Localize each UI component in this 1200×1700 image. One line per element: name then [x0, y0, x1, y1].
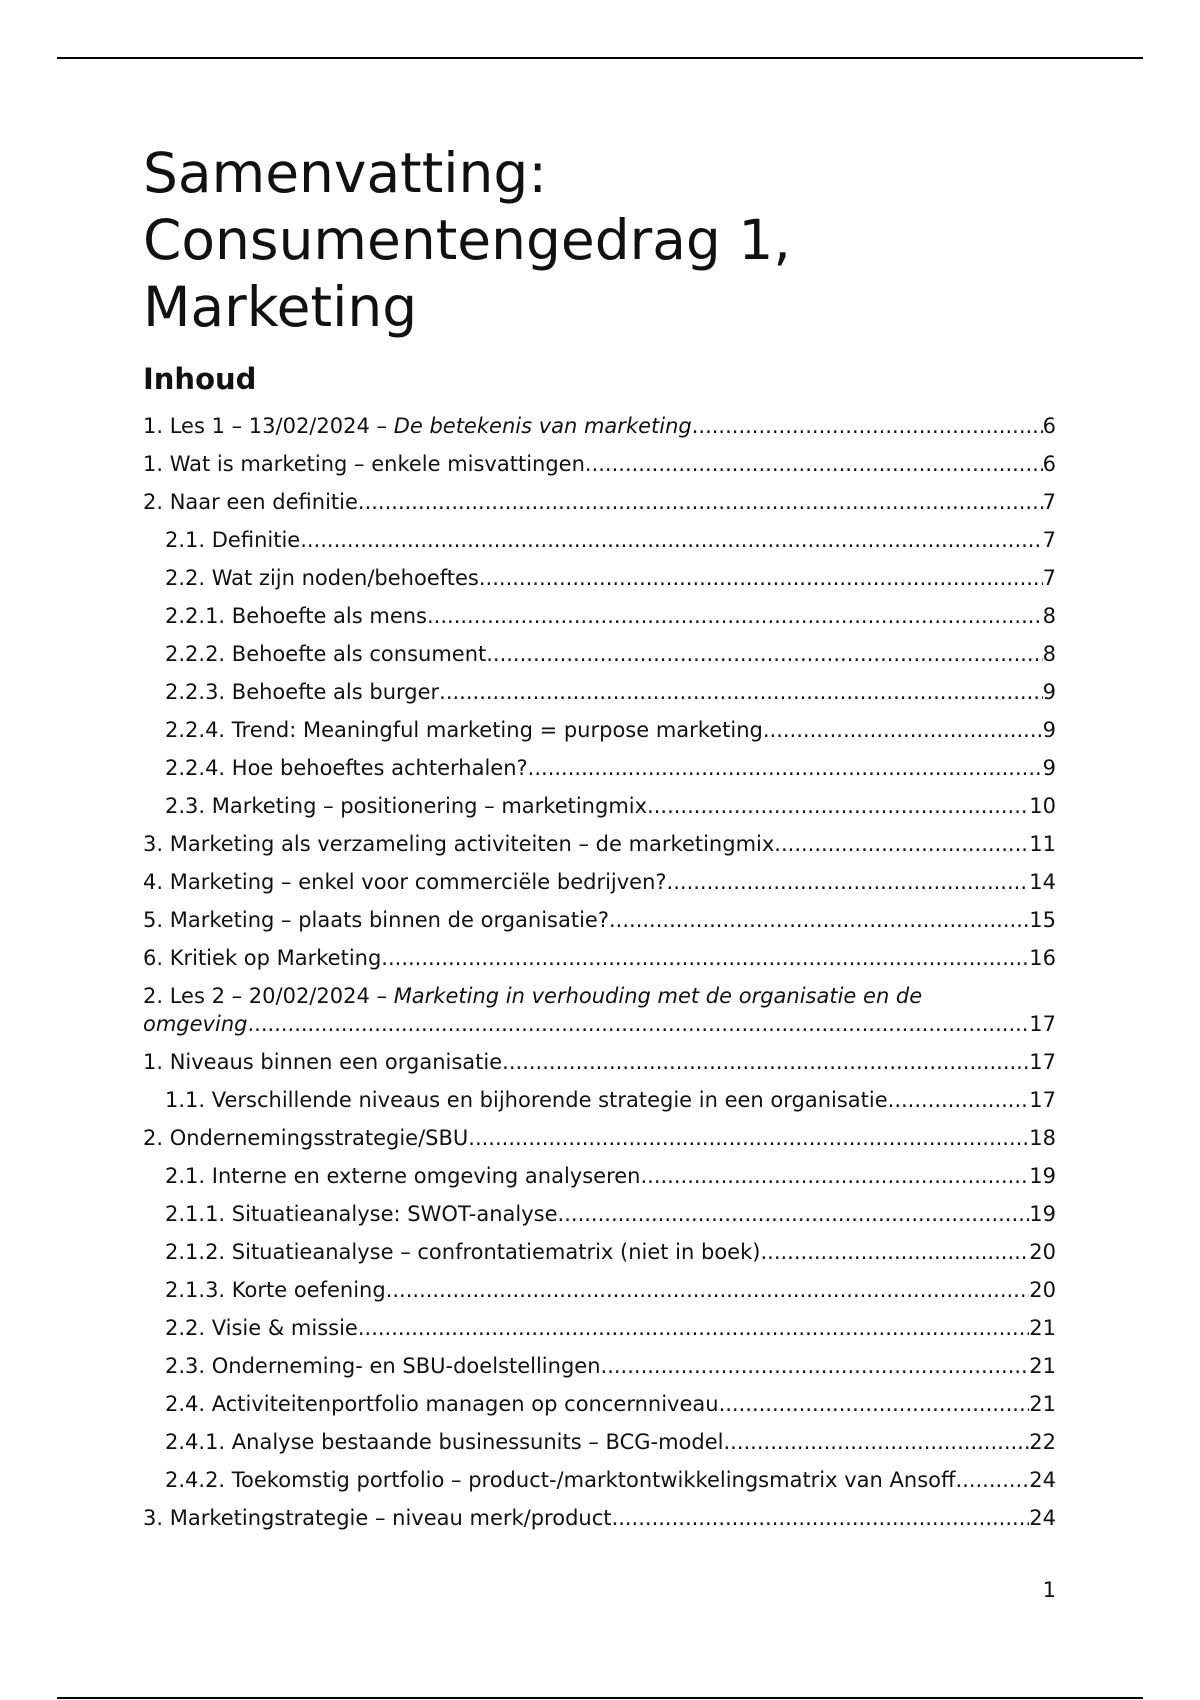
toc-entry[interactable]: 2.2.2. Behoefte als consument ..... 8: [165, 640, 1056, 668]
toc-entry[interactable]: 2.4.1. Analyse bestaande businessunits – BCG-model ..... 22: [165, 1428, 1056, 1456]
toc-entry[interactable]: 1. Les 1 – 13/02/2024 – De betekenis van marketing ..... 6: [143, 412, 1056, 440]
toc-entry[interactable]: 2. Ondernemingsstrategie/SBU ..... 18: [143, 1124, 1056, 1152]
toc-entry[interactable]: 2.4.2. Toekomstig portfolio – product-/marktontwikkelingsmatrix van Ansoff ..... 24: [165, 1466, 1056, 1494]
toc-entry[interactable]: 3. Marketingstrategie – niveau merk/product ..... 24: [143, 1504, 1056, 1532]
toc-entry[interactable]: 2.1.3. Korte oefening ..... 20: [165, 1276, 1056, 1304]
toc-entry[interactable]: 4. Marketing – enkel voor commerciële bedrijven? ..... 14: [143, 868, 1056, 896]
document-title: [143, 140, 1056, 341]
toc-entry[interactable]: 2.3. Marketing – positionering – marketingmix ..... 10: [165, 792, 1056, 820]
toc-entry[interactable]: 1. Wat is marketing – enkele misvattingen ..... 6: [143, 450, 1056, 478]
top-rule: [57, 57, 1143, 59]
toc-entry[interactable]: 2.1. Interne en externe omgeving analyseren ..... 19: [165, 1162, 1056, 1190]
title-line-2: Consumentengedrag 1,: [143, 208, 791, 272]
title-line-1: Samenvatting:: [143, 141, 547, 205]
toc-entry[interactable]: 2. Les 2 – 20/02/2024 – Marketing in verhouding met de organisatie en de omgeving ..... 17: [143, 982, 1056, 1038]
toc-entry[interactable]: 2.2.4. Trend: Meaningful marketing = purpose marketing ..... 9: [165, 716, 1056, 744]
toc-entry[interactable]: 2.2.1. Behoefte als mens ..... 8: [165, 602, 1056, 630]
toc-entry[interactable]: 5. Marketing – plaats binnen de organisatie? ..... 15: [143, 906, 1056, 934]
page-content: [143, 140, 1056, 1530]
toc-entry[interactable]: 2.1. Definitie ..... 7: [165, 526, 1056, 554]
toc-entry[interactable]: 1.1. Verschillende niveaus en bijhorende strategie in een organisatie ..... 17: [165, 1086, 1056, 1114]
toc-entry[interactable]: 2.1.1. Situatieanalyse: SWOT-analyse ..... 19: [165, 1200, 1056, 1228]
page-number: 1: [1042, 1578, 1056, 1602]
toc-entry[interactable]: 6. Kritiek op Marketing ..... 16: [143, 944, 1056, 972]
toc-heading: Inhoud: [143, 362, 257, 396]
toc-entry[interactable]: 2.2. Wat zijn noden/behoeftes ..... 7: [165, 564, 1056, 592]
toc-entry[interactable]: 2.2.4. Hoe behoeftes achterhalen? ..... 9: [165, 754, 1056, 782]
toc-entry[interactable]: 1. Niveaus binnen een organisatie ..... 17: [143, 1048, 1056, 1076]
toc-entry[interactable]: 2.2. Visie & missie ..... 21: [165, 1314, 1056, 1342]
bottom-rule: [57, 1697, 1143, 1699]
toc-entry[interactable]: 2.1.2. Situatieanalyse – confrontatiematrix (niet in boek) ..... 20: [165, 1238, 1056, 1266]
toc-entry[interactable]: 2.2.3. Behoefte als burger ..... 9: [165, 678, 1056, 706]
title-line-3: Marketing: [143, 275, 418, 339]
toc-entry[interactable]: 2. Naar een definitie ..... 7: [143, 488, 1056, 516]
toc-entry[interactable]: 3. Marketing als verzameling activiteiten – de marketingmix ..... 11: [143, 830, 1056, 858]
toc-entry[interactable]: 2.3. Onderneming- en SBU-doelstellingen ..... 21: [165, 1352, 1056, 1380]
toc-entry[interactable]: 2.4. Activiteitenportfolio managen op concernniveau ..... 21: [165, 1390, 1056, 1418]
